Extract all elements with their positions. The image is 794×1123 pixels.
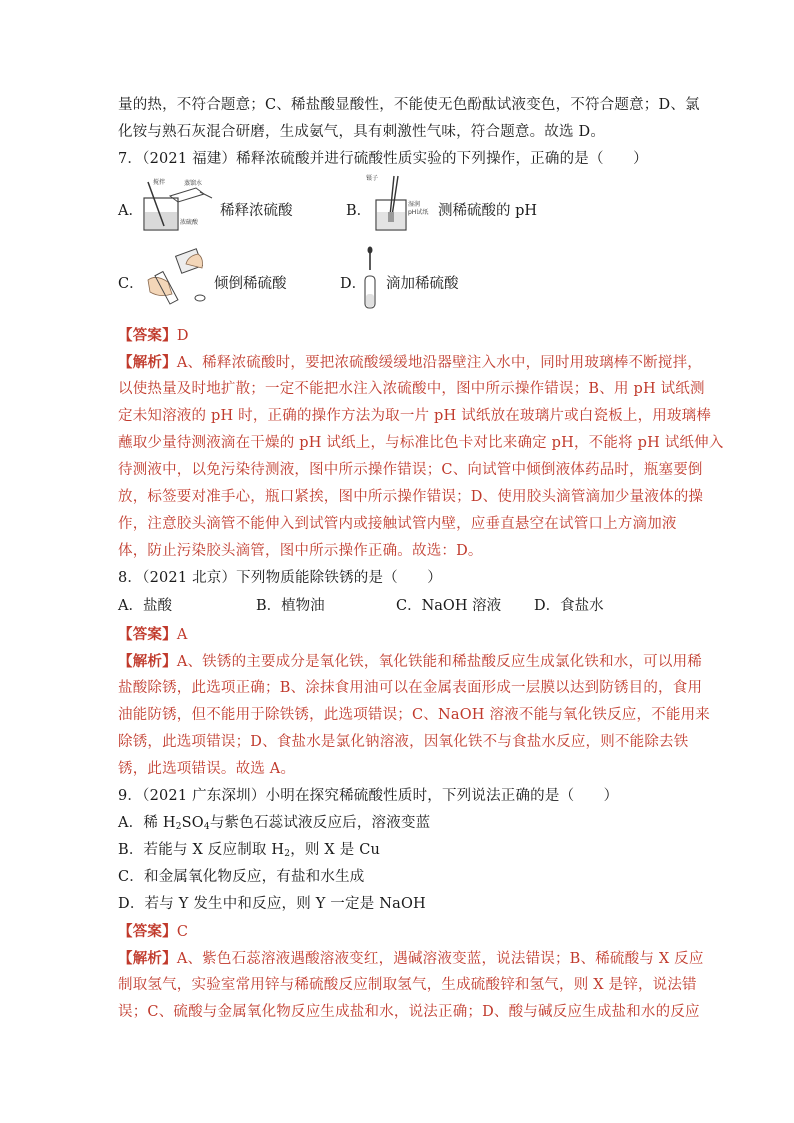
q7-analysis-line-6: 放，标签要对准手心，瓶口紧挨，图中所示操作错误；D、使用胶头滴管滴加少量液体的操 [118,489,704,505]
q8-option-d: D．食盐水 [534,598,604,614]
analysis-text: A、稀释浓硫酸时，要把浓硫酸缓缓地沿器壁注入水中，同时用玻璃棒不断搅拌， [176,355,702,371]
q8-analysis-line-5: 锈，此选项错误。故选 A。 [118,761,296,777]
q9-analysis-line-2: 制取氢气，实验室常用锌与稀硫酸反应制取氢气，生成硫酸锌和氢气，则 X 是锌，说法错 [118,977,697,993]
q8-option-a: A．盐酸 [118,598,172,614]
intro-line-1: 量的热，不符合题意；C、稀盐酸显酸性，不能使无色酚酞试液变色，不符合题意；D、氯 [118,97,700,113]
ph-test-diagram [366,172,432,234]
q8-analysis-line-2: 盐酸除锈，此选项正确；B、涂抹食用油可以在金属表面形成一层膜以达到防锈目的，食用 [118,680,703,696]
q8-analysis-line-4: 除锈，此选项错误；D、食盐水是氯化钠溶液，因氧化铁不与食盐水反应，则不能除去铁 [118,734,689,750]
answer-value: A [176,627,188,643]
q7-option-b-text: 测稀硫酸的 pH [438,203,538,219]
analysis-text: A、紫色石蕊溶液遇酸溶液变红，遇碱溶液变蓝，说法错误；B、稀硫酸与 X 反应 [176,951,704,967]
answer-tag: 【答案】 [118,923,177,940]
q7-option-d-letter: D． [340,276,367,292]
q7-analysis-line-1 [118,349,702,377]
q9-a-part: SO [181,815,204,831]
pouring-diagram [142,246,214,308]
q9-b-sub: 2 [284,849,291,859]
analysis-tag: 【解析】 [118,354,177,371]
analysis-tag: 【解析】 [118,653,177,670]
q9-option-d: D．若与 Y 发生中和反应，则 Y 一定是 NaOH [118,896,426,912]
answer-value: D [176,328,189,344]
q7-option-a-text: 稀释浓硫酸 [220,203,293,219]
label-wet: 湿润 [408,201,421,208]
label-stir: 搅拌 [153,179,166,186]
q9-analysis-line-3: 误；C、硫酸与金属氧化物反应生成盐和水，说法正确；D、酸与碱反应生成盐和水的反应 [118,1004,700,1020]
q8-answer [118,621,187,649]
q7-analysis-line-8: 体，防止污染胶头滴管，图中所示操作正确。故选：D。 [118,543,483,559]
label-ph-paper: pH试纸 [408,209,429,216]
q7-analysis-line-2: 以使热量及时地扩散；一定不能把水注入浓硫酸中，图中所示操作错误；B、用 pH 试纸测 [118,381,705,397]
analysis-text: A、铁锈的主要成分是氧化铁，氧化铁能和稀盐酸反应生成氯化铁和水，可以用稀 [176,654,702,670]
q9-analysis-line-1 [118,945,704,973]
dropper-diagram [360,246,380,310]
q9-b-part: B．若能与 X 反应制取 H [118,842,285,858]
q7-option-d-text: 滴加稀硫酸 [386,276,459,292]
q7-option-c-text: 倾倒稀硫酸 [214,276,287,292]
answer-tag: 【答案】 [118,626,177,643]
q8-analysis-line-3: 油能防锈，但不能用于除铁锈，此选项错误；C、NaOH 溶液不能与氧化铁反应，不能用来 [118,707,710,723]
q7-answer [118,322,189,350]
label-conc-acid: 浓硫酸 [180,219,199,226]
q9-b-part: ，则 X 是 Cu [290,842,381,858]
q9-stem: 9．（2021 广东深圳）小明在探究稀硫酸性质时，下列说法正确的是（ ） [118,788,619,804]
q9-option-c: C．和金属氧化物反应，有盐和水生成 [118,869,365,885]
q7-analysis-line-7: 作，注意胶头滴管不能伸入到试管内或接触试管内壁，应垂直悬空在试管口上方滴加液 [118,516,677,532]
q7-option-c-letter: C． [118,276,144,292]
answer-tag: 【答案】 [118,327,177,344]
q9-a-sub: 2 [175,822,182,832]
q9-a-sub: 4 [203,822,210,832]
q7-analysis-line-3: 定未知溶液的 pH 时，正确的操作方法为取一片 pH 试纸放在玻璃片或白瓷板上，用玻璃棒 [118,408,712,424]
answer-value: C [176,924,189,940]
label-tweezers: 镊子 [366,175,379,182]
q7-option-b-letter: B． [346,203,372,219]
q7-analysis-line-5: 待测液中，以免污染待测液，图中所示操作错误；C、向试管中倾倒液体药品时，瓶塞要倒 [118,462,703,478]
q9-a-part: A．稀 H [118,815,176,831]
q8-stem: 8．（2021 北京）下列物质能除铁锈的是（ ） [118,570,442,586]
q7-option-a-letter: A． [118,203,143,219]
q8-option-c: C．NaOH 溶液 [396,598,502,614]
q7-analysis-line-4: 蘸取少量待测液滴在干燥的 pH 试纸上，与标准比色卡对比来确定 pH，不能将 pH 试纸伸入 [118,435,724,451]
q8-option-b: B．植物油 [256,598,325,614]
q8-analysis-line-1 [118,648,702,676]
dilution-diagram [140,178,216,234]
analysis-tag: 【解析】 [118,950,177,967]
label-distilled-water: 蒸馏水 [184,180,203,187]
q9-a-part: 与紫色石蕊试液反应后，溶液变蓝 [209,815,431,831]
q9-answer [118,918,188,946]
intro-line-2: 化铵与熟石灰混合研磨，生成氨气，具有刺激性气味，符合题意。故选 D。 [118,124,606,140]
q7-stem: 7．（2021 福建）稀释浓硫酸并进行硫酸性质实验的下列操作，正确的是（ ） [118,151,648,167]
